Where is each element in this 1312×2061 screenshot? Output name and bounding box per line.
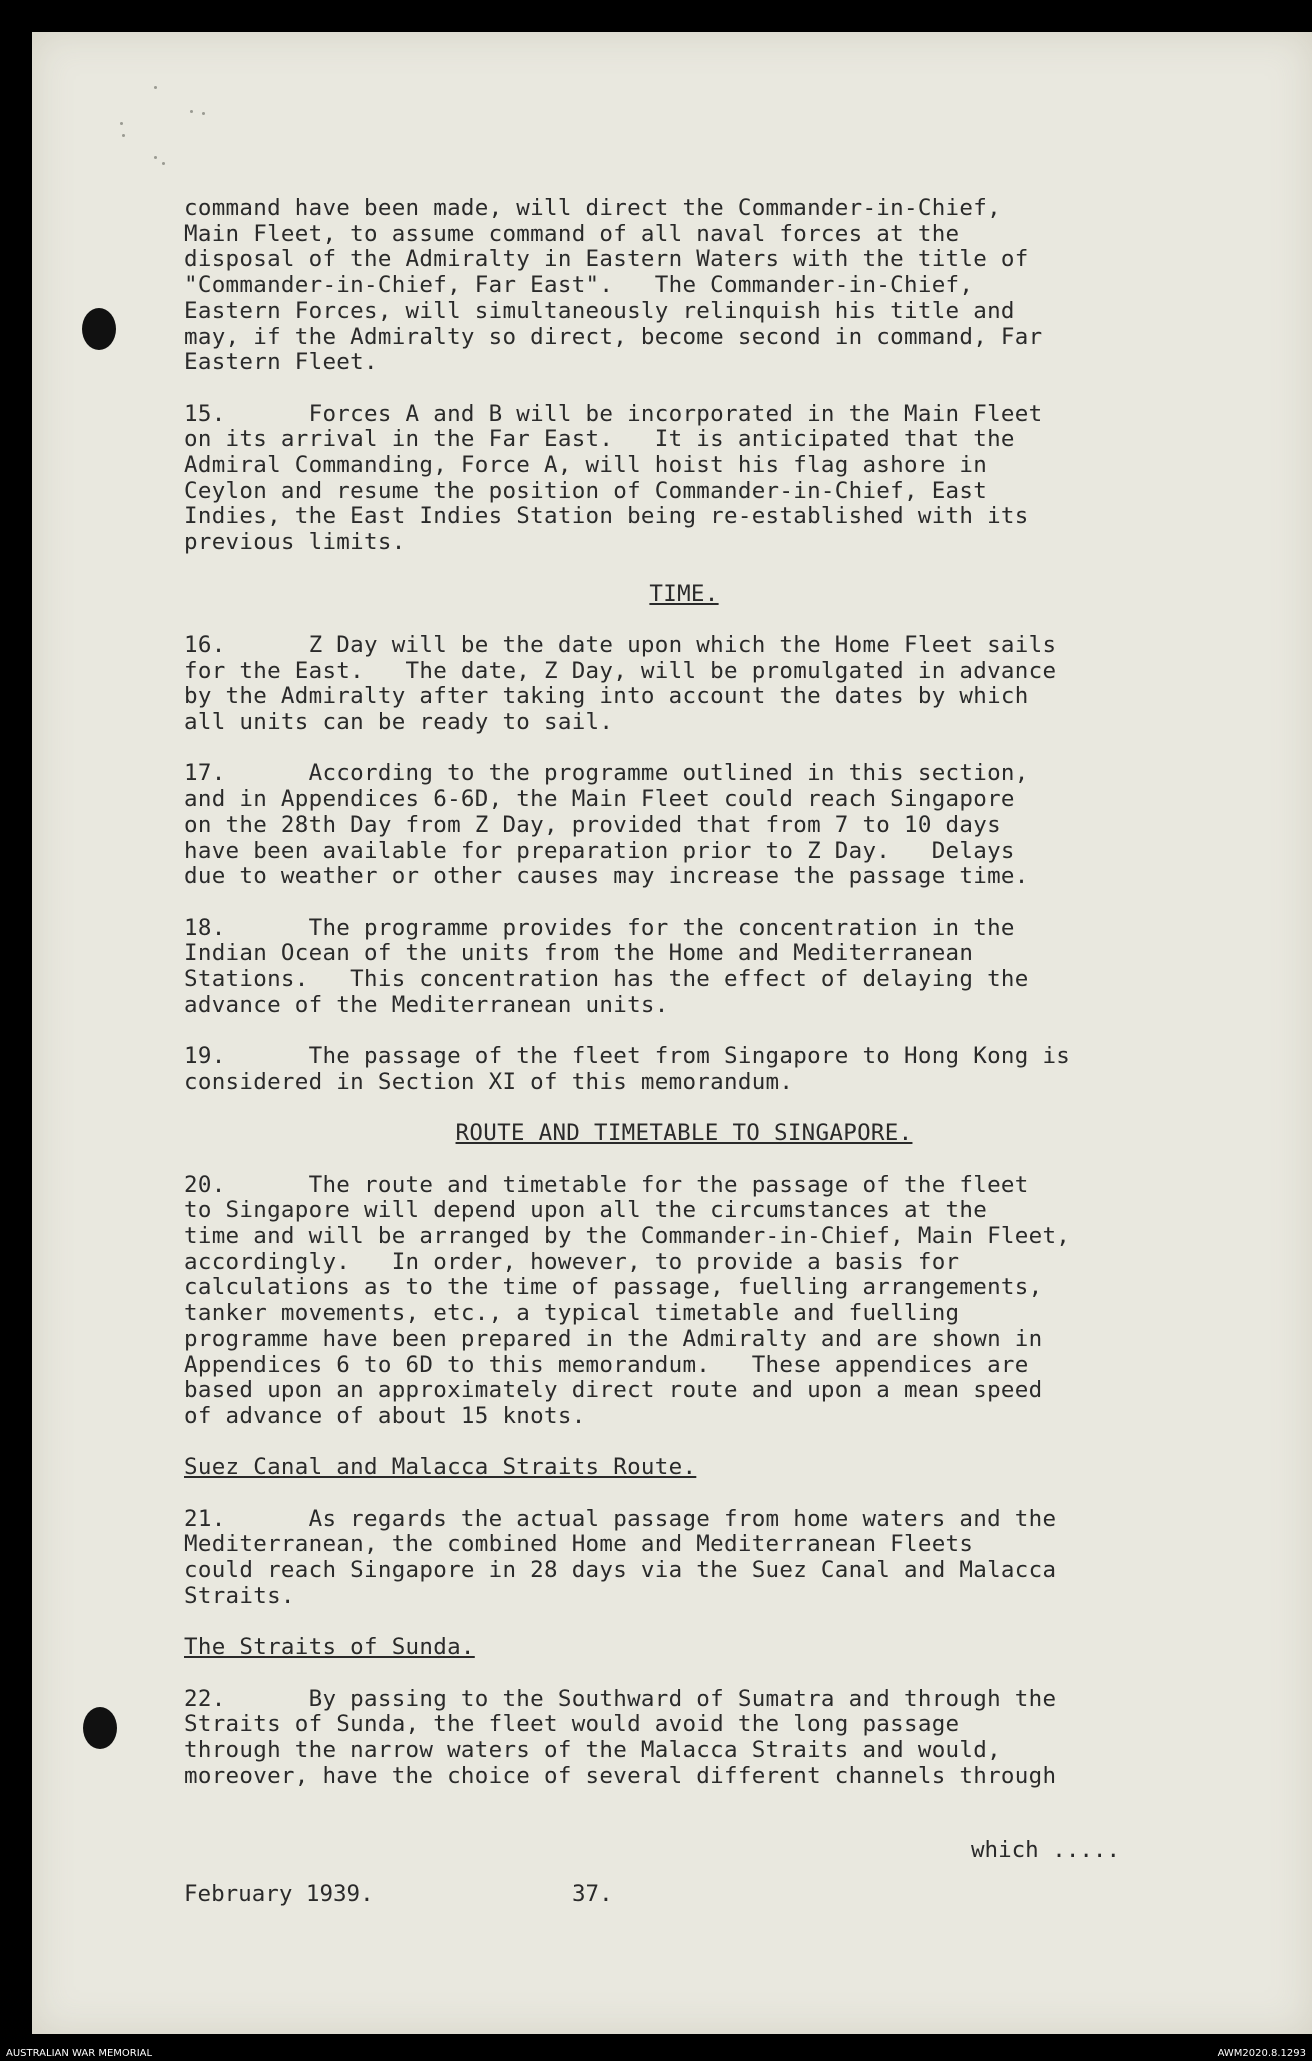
- paragraph-17: 17. According to the programme outlined in this section, and in Appendices 6-6D, the Main Fleet could reach Singapore on the 28th Day from Z Day, provided that from 7 to 10 days have been available for preparation prior to Z Day. Delays due to weather or other causes may increase the passage time.: [184, 760, 1029, 890]
- catchword: which .....: [971, 1837, 1121, 1863]
- archive-credit: AUSTRALIAN WAR MEMORIAL: [6, 2048, 153, 2059]
- paper-speck: [122, 134, 125, 137]
- paragraph-15: 15. Forces A and B will be incorporated in the Main Fleet on its arrival in the Far East. It is anticipated that the Admiral Commanding, Force A, will hoist his flag ashore in Ceylon and resume the position of Commander-in-Chief, East Indies, the East Indies Station being re-established with its previous limits.: [184, 400, 1043, 556]
- paper-speck: [154, 86, 157, 89]
- paragraph-20: 20. The route and timetable for the passage of the fleet to Singapore will depend upon all the circumstances at the time and will be arranged by the Commander-in-Chief, Main Fleet, accordingly. In order, however, to provide a basis for calculations as to the time of passage, fuelling arrangements, tanker movements, etc., a typical timetable and fuelling programme have been prepared in the Admiralty and are shown in Appendices 6 to 6D to this memorandum. These appendices are based upon an approximately direct route and upon a mean speed of advance of about 15 knots.: [184, 1171, 1071, 1429]
- document-body: [184, 196, 1184, 1815]
- continuation-paragraph: command have been made, will direct the Commander-in-Chief, Main Fleet, to assume command of all naval forces at the disposal of the Admiralty in Eastern Waters with the title of "Commander-in-Chief, Far East". The Commander-in-Chief, Eastern Forces, will simultaneously relinquish his title and may, if the Admiralty so direct, become second in command, Far Eastern Fleet.: [184, 195, 1043, 376]
- paragraph-19: 19. The passage of the fleet from Singapore to Hong Kong is considered in Section XI of this memorandum.: [184, 1043, 1071, 1095]
- paper-speck: [154, 156, 157, 159]
- paragraph-21: 21. As regards the actual passage from home waters and the Mediterranean, the combined Home and Mediterranean Fleets could reach Singapore in 28 days via the Suez Canal and Malacca Straits.: [184, 1505, 1057, 1609]
- paragraph-22: 22. By passing to the Southward of Sumatra and through the Straits of Sunda, the fleet would avoid the long passage through the narrow waters of the Malacca Straits and would, moreover, have the choice of several different channels through: [184, 1685, 1057, 1789]
- subheading-suez-canal: Suez Canal and Malacca Straits Route.: [184, 1454, 697, 1481]
- paper-speck: [190, 110, 193, 113]
- subheading-straits-of-sunda: The Straits of Sunda.: [184, 1634, 475, 1661]
- section-heading-route: ROUTE AND TIMETABLE TO SINGAPORE.: [455, 1120, 913, 1147]
- punch-hole-top: [82, 308, 116, 350]
- paragraph-18: 18. The programme provides for the concentration in the Indian Ocean of the units from the Home and Mediterranean Stations. This concentration has the effect of delaying the advance of the Mediterranean units.: [184, 914, 1029, 1018]
- paper-speck: [162, 162, 165, 165]
- archive-reference: AWM2020.8.1293: [1217, 2048, 1306, 2059]
- paper-speck: [120, 122, 123, 125]
- page-number: 37.: [572, 1881, 613, 1907]
- paper-speck: [202, 112, 205, 115]
- footer-date: February 1939.: [184, 1881, 374, 1907]
- paragraph-16: 16. Z Day will be the date upon which the Home Fleet sails for the East. The date, Z Day, will be promulgated in advance by the Admiralty after taking into account the dates by which all units can be ready to sail.: [184, 631, 1057, 736]
- punch-hole-bottom: [83, 1707, 117, 1749]
- section-heading-time: TIME.: [649, 580, 719, 607]
